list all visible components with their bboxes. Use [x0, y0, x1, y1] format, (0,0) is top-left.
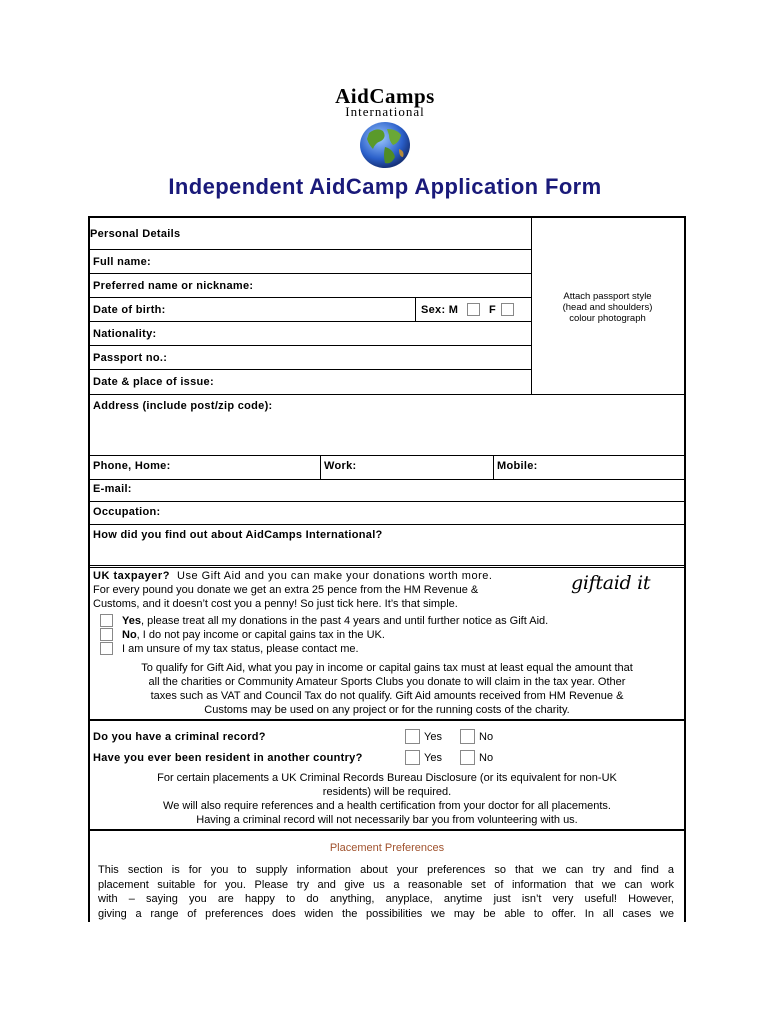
sex-m-label: Sex: M [421, 304, 459, 316]
resident-yes-label: Yes [424, 752, 442, 764]
photo-note-line: colour photograph [569, 313, 646, 324]
rule [90, 524, 684, 525]
sex-f-checkbox[interactable] [501, 303, 514, 316]
giftaid-intro-line1 [93, 570, 492, 582]
criminal-note-line: For certain placements a UK Criminal Records Bureau Disclosure (or its equivalent for non-UK [157, 772, 617, 784]
giftaid-logo: giftaid it [571, 572, 651, 594]
criminal-no-checkbox[interactable] [460, 729, 475, 744]
qualify-line: Customs may be used on any project or for the running costs of the charity. [204, 704, 570, 716]
rule [90, 394, 684, 395]
criminal-yes-checkbox[interactable] [405, 729, 420, 744]
dob-label: Date of birth: [93, 304, 166, 316]
globe-icon [359, 121, 411, 169]
placement-line: giving a range of preferences does widen the possibilities we may be able to offer. In all cases we [98, 907, 674, 920]
occupation-label: Occupation: [93, 506, 161, 518]
rule [90, 345, 531, 346]
photo-note-line: (head and shoulders) [562, 302, 653, 313]
rule [90, 501, 684, 502]
mobile-label: Mobile: [497, 460, 538, 472]
application-form [88, 216, 686, 922]
issue-label: Date & place of issue: [93, 376, 214, 388]
logo-wordmark: AidCamps [335, 84, 435, 108]
phone-home-label: Phone, Home: [93, 460, 171, 472]
rule [90, 719, 684, 721]
giftaid-intro-line3: Customs, and it doesn’t cost you a penny! So just tick here. It’s that simple. [93, 598, 458, 610]
giftaid-yes-bold: Yes [122, 615, 141, 627]
resident-yes-checkbox[interactable] [405, 750, 420, 765]
rule [90, 273, 531, 274]
qualify-line: taxes such as VAT and Council Tax do not qualify. Gift Aid amounts received from HM Revenue & [150, 690, 624, 702]
giftaid-yes-text: , please treat all my donations in the past 4 years and until further notice as Gift Aid. [140, 615, 549, 627]
passport-label: Passport no.: [93, 352, 168, 364]
placement-preferences-text [98, 863, 674, 921]
giftaid-no-checkbox[interactable] [100, 628, 113, 641]
criminal-note-line: We will also require references and a health certification from your doctor for all placements. [163, 800, 611, 812]
rule [90, 321, 531, 322]
sex-m-checkbox[interactable] [467, 303, 480, 316]
criminal-note-line: residents) will be required. [322, 786, 452, 798]
placement-line: with – saying you are happy to do anything, anyplace, anytime just isn’t very useful! However, [98, 893, 674, 905]
criminal-yes-label: Yes [424, 731, 442, 743]
sex-f-label: F [489, 304, 497, 316]
rule [90, 479, 684, 480]
email-label: E-mail: [93, 483, 132, 495]
address-label: Address (include post/zip code): [93, 400, 273, 412]
nationality-label: Nationality: [93, 328, 157, 340]
giftaid-unsure-checkbox[interactable] [100, 642, 113, 655]
giftaid-no-option [122, 629, 385, 641]
giftaid-intro-text: Use Gift Aid and you can make your donations worth more. [177, 570, 493, 582]
giftaid-qualify-text [90, 661, 684, 717]
resident-no-label: No [479, 752, 494, 764]
placement-line: This section is for you to supply information about your preferences so that we can try and find a [98, 864, 674, 876]
resident-no-checkbox[interactable] [460, 750, 475, 765]
criminal-record-question: Do you have a criminal record? [93, 731, 266, 743]
criminal-note-line: Having a criminal record will not necessarily bar you from volunteering with us. [196, 814, 578, 826]
rule [90, 249, 531, 250]
giftaid-yes-option [122, 615, 548, 627]
page-title: Independent AidCamp Application Form [168, 174, 602, 199]
giftaid-unsure-option: I am unsure of my tax status, please contact me. [122, 643, 359, 655]
uk-taxpayer-label: UK taxpayer? [93, 570, 170, 582]
work-phone-label: Work: [324, 460, 357, 472]
rule [90, 297, 531, 298]
qualify-line: all the charities or Community Amateur Sports Clubs you donate to will claim in the tax year. Other [148, 676, 626, 688]
rule [90, 565, 684, 566]
placement-preferences-title: Placement Preferences [329, 842, 445, 854]
rule [90, 829, 684, 831]
logo-subtitle: International [345, 104, 425, 119]
giftaid-no-bold: No [122, 629, 137, 641]
section-personal-details: Personal Details [90, 228, 181, 240]
rule [320, 455, 321, 479]
photo-note-line: Attach passport style [563, 291, 652, 302]
rule [493, 455, 494, 479]
resident-question: Have you ever been resident in another country? [93, 752, 363, 764]
find-out-label: How did you find out about AidCamps International? [93, 529, 383, 541]
rule [90, 455, 684, 456]
giftaid-intro-line2: For every pound you donate we get an extra 25 pence from the HM Revenue & [93, 584, 479, 596]
criminal-no-label: No [479, 731, 494, 743]
qualify-line: To qualify for Gift Aid, what you pay in income or capital gains tax must at least equal the amount that [141, 662, 633, 674]
rule [90, 369, 531, 370]
giftaid-no-text: , I do not pay income or capital gains tax in the UK. [136, 629, 385, 641]
rule [415, 297, 416, 321]
placement-line: placement suitable for you. Please try and give us a reasonable set of information that we can work [98, 878, 674, 891]
preferred-name-label: Preferred name or nickname: [93, 280, 254, 292]
photo-placeholder[interactable] [531, 291, 684, 324]
full-name-label: Full name: [93, 256, 152, 268]
rule [90, 567, 684, 568]
criminal-notes [90, 771, 684, 827]
giftaid-yes-checkbox[interactable] [100, 614, 113, 627]
